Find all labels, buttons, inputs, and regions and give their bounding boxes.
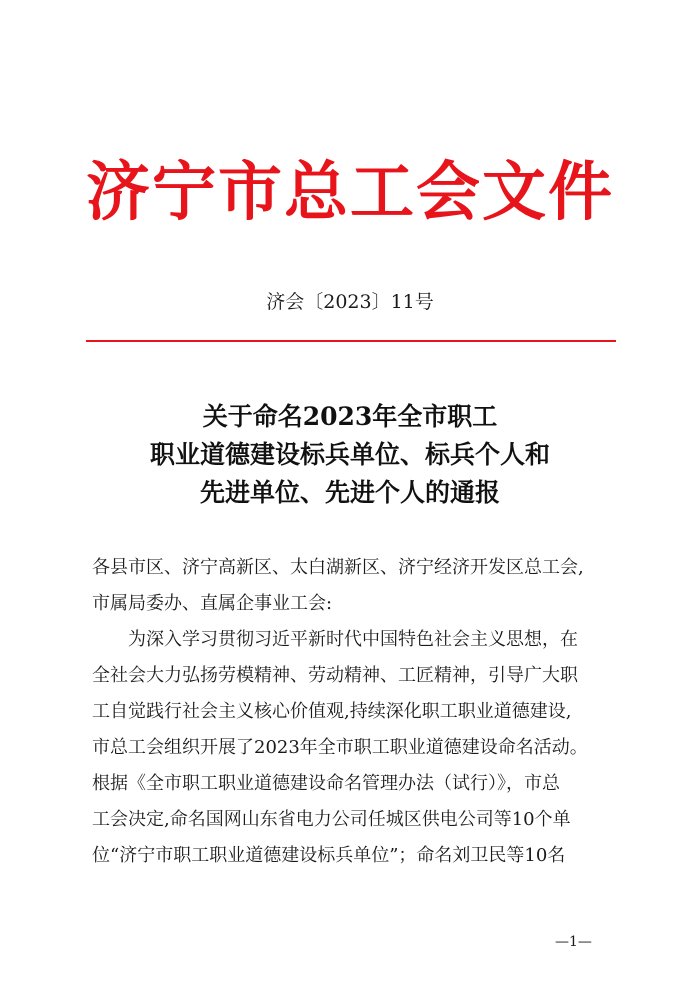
document-number: 济会〔2023〕11号	[266, 291, 434, 313]
paragraph-line: 工自觉践行社会主义核心价值观,持续深化职工职业道德建设,	[92, 701, 572, 722]
paragraph-line: 根据《全市职工职业道德建设命名管理办法（试行）》，市总	[92, 773, 560, 794]
notice-body	[92, 550, 616, 874]
notice-title	[0, 398, 700, 512]
paragraph-line: 为深入学习贯彻习近平新时代中国特色社会主义思想，在	[128, 629, 578, 650]
paragraph-line: 工会决定,命名国网山东省电力公司任城区供电公司等10个单	[92, 809, 571, 830]
header-divider	[86, 340, 616, 342]
notice-title-line: 职业道德建设标兵单位、标兵个人和	[149, 440, 550, 469]
notice-title-line: 关于命名2023年全市职工	[202, 402, 498, 431]
paragraph-line: 全社会大力弘扬劳模精神、劳动精神、工匠精神，引导广大职	[92, 665, 578, 686]
paragraph-line: 位“济宁市职工职业道德建设标兵单位”；命名刘卫民等10名	[92, 845, 566, 866]
document-header-title: 济宁市总工会文件	[86, 155, 614, 230]
salutation-line: 市属局委办、直属企事业工会:	[92, 593, 333, 614]
page-number: —1—	[555, 934, 592, 950]
notice-title-line: 先进单位、先进个人的通报	[199, 478, 500, 507]
salutation-line: 各县市区、济宁高新区、太白湖新区、济宁经济开发区总工会,	[92, 557, 584, 578]
paragraph-line: 市总工会组织开展了2023年全市职工职业道德建设命名活动。	[92, 737, 588, 758]
